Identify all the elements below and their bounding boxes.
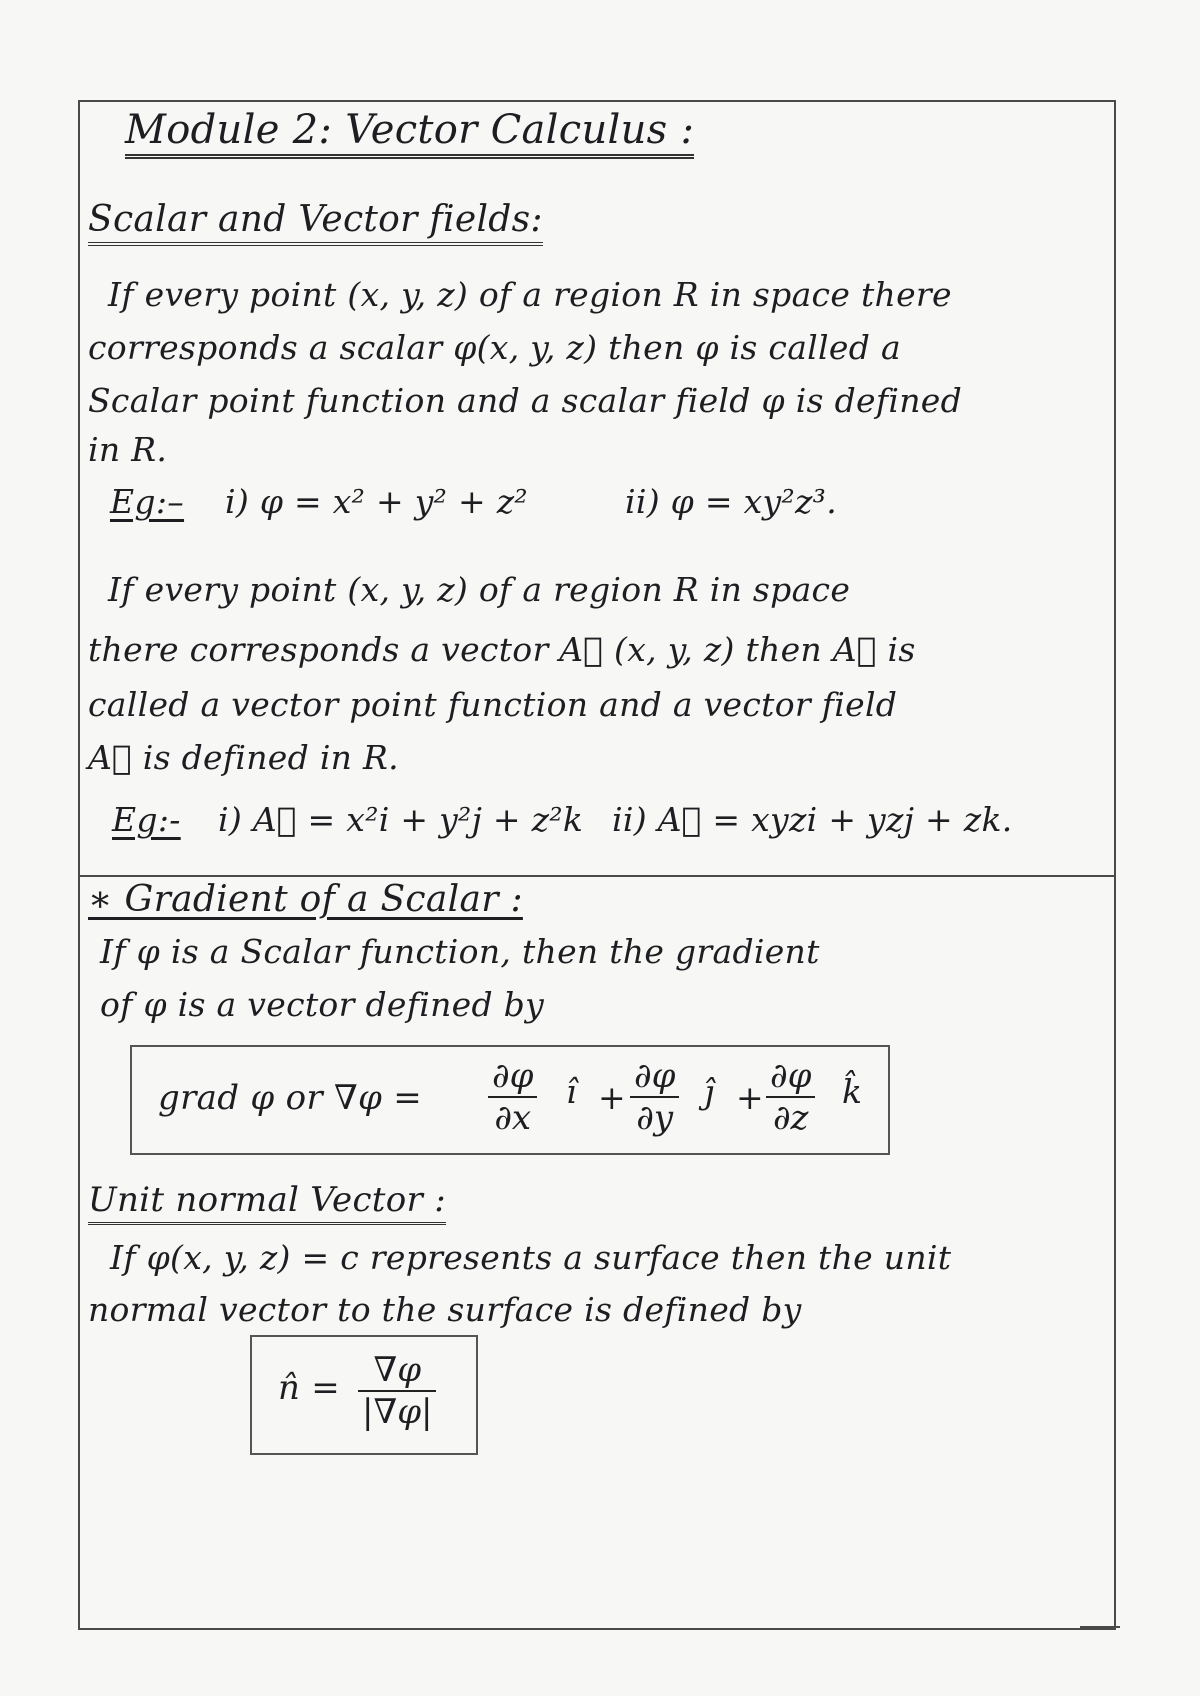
fraction-denominator: ∂x: [494, 1098, 532, 1138]
fraction-denominator: ∂z: [772, 1098, 809, 1138]
fraction-numerator: ∂φ: [766, 1056, 815, 1098]
fraction-grad-over-norm: [358, 1350, 436, 1432]
fraction-denominator: ∂y: [636, 1098, 674, 1138]
paragraph-line: If every point (x, y, z) of a region R in space there: [108, 275, 952, 314]
fraction-dphi-dy: [630, 1056, 679, 1138]
example-formula: i) A⃗ = x²i + y²j + z²k: [218, 800, 584, 839]
example-label: Eg:–: [110, 482, 185, 521]
fraction-denominator: |∇φ|: [362, 1392, 433, 1432]
gradient-formula-lhs: grad φ or ∇φ =: [158, 1078, 423, 1118]
paragraph-line: corresponds a scalar φ(x, y, z) then φ is called a: [88, 328, 901, 367]
fraction-numerator: ∂φ: [630, 1056, 679, 1098]
paragraph-line: A⃗ is defined in R.: [88, 738, 399, 777]
fraction-dphi-dx: [488, 1056, 537, 1138]
paragraph-line: in R.: [88, 430, 168, 469]
paragraph-line: called a vector point function and a vector field: [88, 685, 898, 724]
paragraph-line: If every point (x, y, z) of a region R in space: [108, 570, 851, 609]
page-title: Module 2: Vector Calculus :: [125, 110, 694, 159]
plus-sign: +: [598, 1078, 626, 1117]
paragraph-line: there corresponds a vector A⃗ (x, y, z) then A⃗ is: [88, 630, 916, 669]
paragraph-line: of φ is a vector defined by: [100, 985, 545, 1024]
fraction-dphi-dz: [766, 1056, 815, 1138]
section-heading-scalar-vector-fields: Scalar and Vector fields:: [88, 200, 543, 246]
section-heading-unit-normal: Unit normal Vector :: [88, 1180, 446, 1225]
fraction-numerator: ∇φ: [358, 1350, 436, 1392]
paragraph-line: Scalar point function and a scalar field φ is defined: [88, 381, 962, 420]
plus-sign: +: [736, 1078, 764, 1117]
paragraph-line: normal vector to the surface is defined by: [88, 1290, 802, 1329]
example-formula: ii) φ = xy²z³.: [625, 482, 837, 521]
frame-edge-mark: [1080, 1626, 1120, 1628]
section-divider: [78, 875, 1116, 877]
unit-vector-k: k̂: [842, 1072, 863, 1111]
section-heading-gradient: [88, 880, 523, 920]
unit-vector-j: ĵ: [704, 1072, 715, 1111]
unit-vector-i: î: [566, 1072, 577, 1111]
example-formula: ii) A⃗ = xyzi + yzj + zk.: [612, 800, 1013, 839]
example-label: Eg:-: [112, 800, 181, 839]
unit-normal-lhs: n̂ =: [278, 1368, 341, 1408]
fraction-numerator: ∂φ: [488, 1056, 537, 1098]
example-formula: i) φ = x² + y² + z²: [225, 482, 528, 521]
paragraph-line: If φ is a Scalar function, then the gradient: [100, 932, 820, 971]
paragraph-line: If φ(x, y, z) = c represents a surface then the unit: [110, 1238, 952, 1277]
section-heading-text: ∗ Gradient of a Scalar :: [88, 879, 523, 920]
